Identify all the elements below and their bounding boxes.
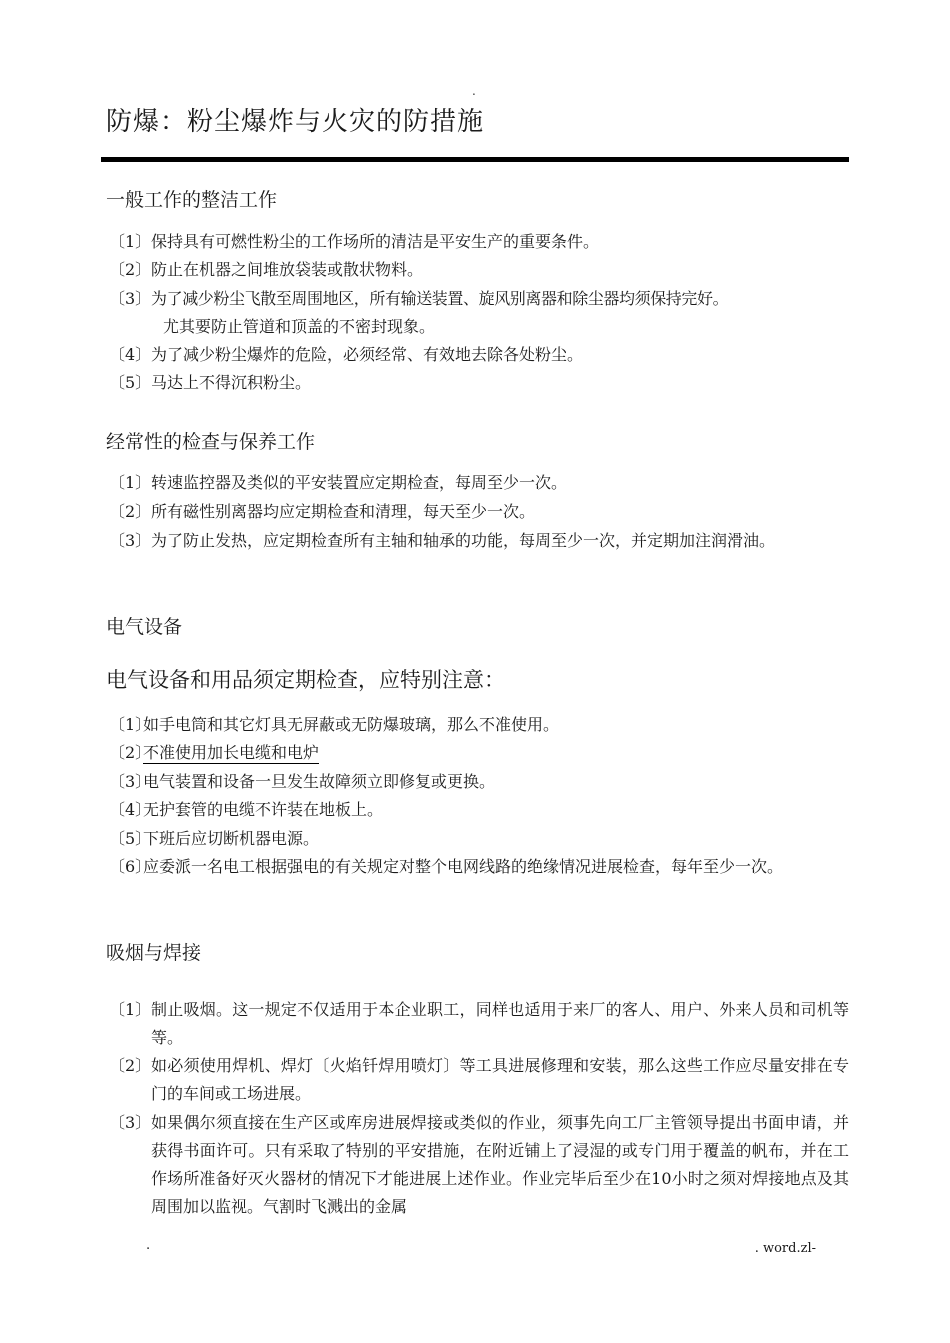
item-text: 马达上不得沉积粉尘。: [151, 373, 312, 392]
item-number: 〔6〕: [109, 857, 152, 876]
list-item: [109, 739, 849, 767]
section-subheading-electrical: 电气设备和用品须定期检查，应特别注意：: [106, 668, 505, 692]
item-text: 如果偶尔须直接在生产区或库房进展焊接或类似的作业，须事先向工厂主管领导提出书面申请，并获得书面许可。只有采取了特别的平安措施，在附近铺上了浸湿的或专门用于覆盖的帆布，并在工作场所准备好灭火器材的情况下才能进展上述作业。作业完毕后至少在10小时之须对焊接地点及其周围加以监视。气割时飞溅出的金属: [151, 1113, 849, 1216]
list-item: [109, 469, 849, 497]
list-item: [109, 768, 849, 796]
item-number: 〔1〕: [109, 1000, 152, 1019]
item-text: 下班后应切断机器电源。: [143, 829, 320, 848]
item-number: 〔3〕: [109, 289, 152, 308]
list-item: [109, 285, 849, 341]
item-text: 为了防止发热，应定期检查所有主轴和轴承的功能，每周至少一次，并定期加注润滑油。: [151, 531, 776, 550]
item-text: 保持具有可燃性粉尘的工作场所的清洁是平安生产的重要条件。: [151, 232, 600, 251]
section-heading-inspection: 经常性的检查与保养工作: [106, 431, 316, 453]
item-number: 〔2〕: [109, 1056, 152, 1075]
header-dot: .: [472, 84, 476, 98]
item-number: 〔2〕: [109, 260, 152, 279]
item-number: 〔3〕: [109, 1113, 152, 1132]
item-number: 〔5〕: [109, 829, 152, 848]
item-text: 应委派一名电工根据强电的有关规定对整个电网线路的绝缘情况进展检查，每年至少一次。: [143, 857, 784, 876]
item-text: 为了减少粉尘爆炸的危险，必须经常、有效地去除各处粉尘。: [151, 345, 584, 364]
item-text: 电气装置和设备一旦发生故障须立即修复或更换。: [143, 772, 496, 791]
list-item: [109, 498, 849, 526]
item-text: 如手电筒和其它灯具无屏蔽或无防爆玻璃，那么不准使用。: [143, 715, 560, 734]
item-number: 〔1〕: [109, 232, 152, 251]
list-item: [109, 369, 849, 397]
section-heading-electrical: 电气设备: [106, 616, 183, 638]
item-text: 制止吸烟。这一规定不仅适用于本企业职工，同样也适用于来厂的客人、用户、外来人员和司机等等。: [151, 1000, 849, 1047]
item-text: 转速监控器及类似的平安装置应定期检查，每周至少一次。: [151, 473, 568, 492]
list-item: [109, 1052, 849, 1108]
item-number: 〔5〕: [109, 373, 152, 392]
item-text-underlined: 不准使用加长电缆和电炉: [143, 743, 320, 762]
item-text-continued: 尤其要防止管道和顶盖的不密封现象。: [163, 317, 436, 336]
item-number: 〔3〕: [109, 531, 152, 550]
item-number: 〔1〕: [109, 473, 152, 492]
list-item: [109, 228, 849, 256]
item-number: 〔2〕: [109, 502, 152, 521]
list-item: [109, 711, 849, 739]
footer-left-dot: .: [146, 1238, 151, 1253]
item-number: 〔2〕: [109, 743, 152, 762]
page-title: 防爆：粉尘爆炸与火灾的防措施: [106, 107, 485, 137]
list-item: [109, 996, 849, 1052]
item-number: 〔3〕: [109, 772, 152, 791]
footer-watermark: . word.zl-: [754, 1241, 816, 1256]
item-number: 〔1〕: [109, 715, 152, 734]
item-text: 如必须使用焊机、焊灯〔火焰钎焊用喷灯〕等工具进展修理和安装，那么这些工作应尽量安排在专门的车间或工场进展。: [151, 1056, 849, 1103]
list-item: [109, 796, 849, 824]
section-heading-smoking-welding: 吸烟与焊接: [106, 942, 202, 964]
section-heading-general-cleaning: 一般工作的整洁工作: [106, 189, 278, 211]
item-text: 防止在机器之间堆放袋装或散状物料。: [151, 260, 424, 279]
item-text: 所有磁性别离器均应定期检查和清理，每天至少一次。: [151, 502, 536, 521]
item-number: 〔4〕: [109, 345, 152, 364]
item-number: 〔4〕: [109, 800, 152, 819]
list-item: [109, 341, 849, 369]
list-item: [109, 1109, 849, 1221]
list-item: [109, 256, 849, 284]
item-text: 无护套管的电缆不许装在地板上。: [143, 800, 384, 819]
list-item: [109, 853, 849, 881]
title-rule: [101, 157, 849, 162]
list-item: [109, 825, 849, 853]
item-text: 为了减少粉尘飞散至周围地区，所有输送装置、旋风别离器和除尘器均须保持完好。: [151, 289, 729, 308]
list-item: [109, 527, 849, 555]
